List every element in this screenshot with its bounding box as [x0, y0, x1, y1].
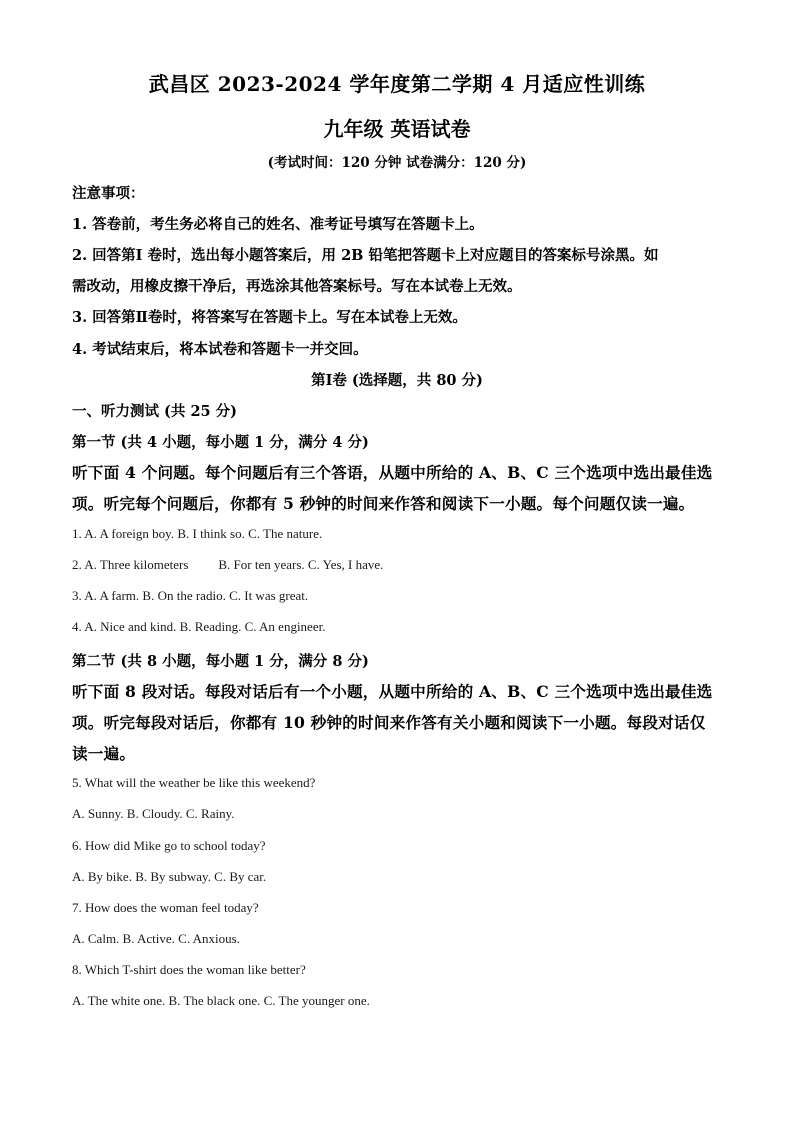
note-item: 2. 回答第Ⅰ 卷时，选出每小题答案后，用 2B 铅笔把答题卡上对应题目的答案标号涂黑。如 [72, 247, 659, 264]
question-stem: 5. What will the weather be like this weekend? [72, 775, 316, 790]
question-options: A. Sunny. B. Cloudy. C. Rainy. [72, 806, 235, 821]
question-item: 3. A. A farm. B. On the radio. C. It was great. [72, 588, 309, 603]
exam-title: 武昌区 2023-2024 学年度第二学期 4 月适应性训练 [148, 72, 646, 96]
question-stem: 8. Which T-shirt does the woman like better? [72, 962, 306, 977]
section-instructions: 读一遍。 [72, 744, 136, 763]
note-item: 需改动，用橡皮擦干净后，再选涂其他答案标号。写在本试卷上无效。 [72, 278, 522, 295]
volume-heading: 第Ⅰ卷 (选择题，共 80 分) [311, 372, 483, 389]
exam-info: (考试时间：120 分钟 试卷满分：120 分) [267, 155, 527, 171]
question-option-a: 2. A. Three kilometers [72, 557, 189, 572]
question-options: A. The white one. B. The black one. C. The younger one. [72, 993, 370, 1008]
question-item: 4. A. Nice and kind. B. Reading. C. An engineer. [72, 619, 326, 634]
question-options: A. By bike. B. By subway. C. By car. [72, 869, 267, 884]
section-instructions: 项。听完每段对话后，你都有 10 秒钟的时间来作答有关小题和阅读下一小题。每段对话仅 [72, 713, 706, 732]
question-options-bc: B. For ten years. C. Yes, I have. [218, 557, 384, 572]
part-heading: 一、听力测试 (共 25 分) [72, 403, 238, 420]
section-instructions: 听下面 8 段对话。每段对话后有一个小题，从题中所给的 A、B、C 三个选项中选出最佳选 [72, 682, 713, 701]
question-options: A. Calm. B. Active. C. Anxious. [72, 931, 240, 946]
exam-subtitle: 九年级 英语试卷 [323, 117, 471, 141]
question-stem: 6. How did Mike go to school today? [72, 838, 266, 853]
notes-heading: 注意事项： [72, 185, 145, 202]
question-item [72, 557, 383, 573]
question-stem: 7. How does the woman feel today? [72, 900, 259, 915]
section-instructions: 听下面 4 个问题。每个问题后有三个答语，从题中所给的 A、B、C 三个选项中选出最佳选 [72, 463, 713, 482]
section-instructions: 项。听完每个问题后，你都有 5 秒钟的时间来作答和阅读下一小题。每个问题仅读一遍。 [72, 494, 695, 513]
section-heading: 第一节 (共 4 小题，每小题 1 分，满分 4 分) [72, 434, 369, 451]
note-item: 4. 考试结束后，将本试卷和答题卡一并交回。 [72, 341, 368, 358]
note-item: 3. 回答第Ⅱ卷时，将答案写在答题卡上。写在本试卷上无效。 [72, 309, 467, 326]
question-item: 1. A. A foreign boy. B. I think so. C. The nature. [72, 526, 323, 541]
section-heading: 第二节 (共 8 小题，每小题 1 分，满分 8 分) [72, 653, 369, 670]
note-item: 1. 答卷前，考生务必将自己的姓名、准考证号填写在答题卡上。 [72, 216, 484, 233]
